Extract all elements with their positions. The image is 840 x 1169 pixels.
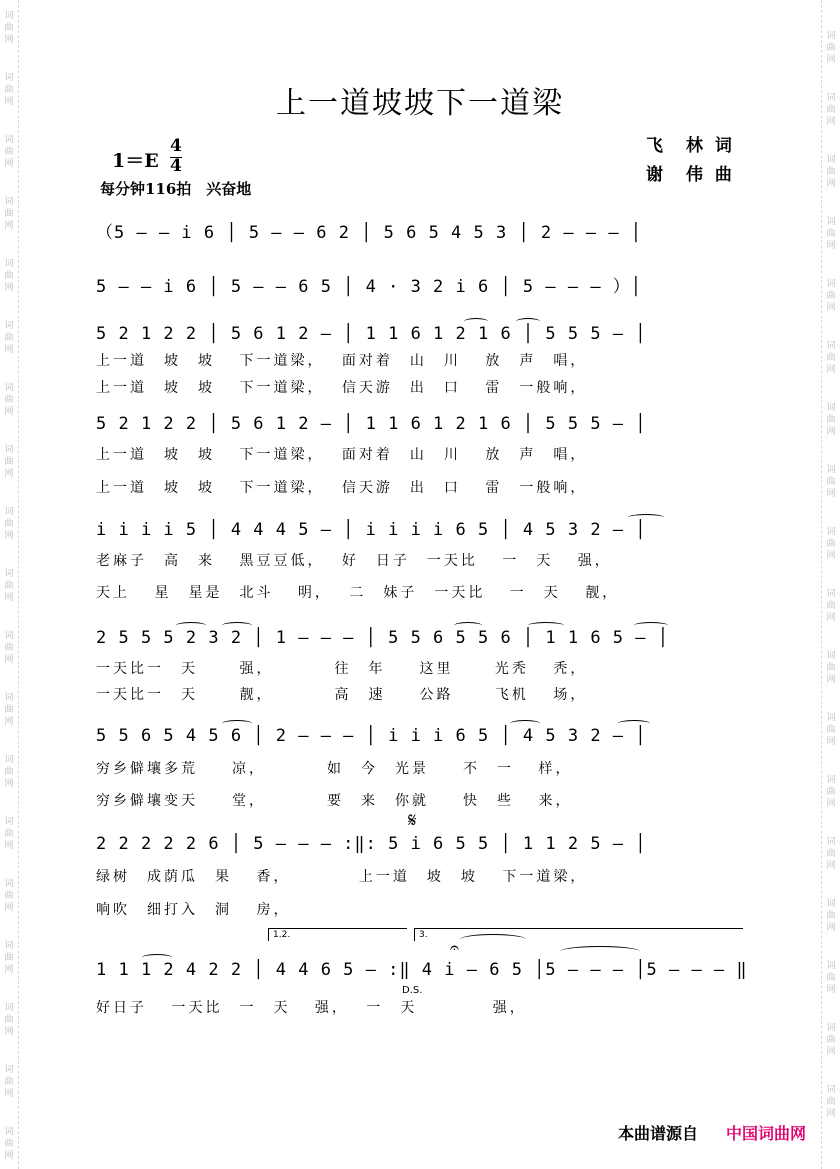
watermark-left: 词曲网 xyxy=(4,11,14,45)
watermark-right: 词曲网 xyxy=(826,465,836,499)
watermark-left: 词曲网 xyxy=(4,135,14,169)
watermark-right: 词曲网 xyxy=(826,961,836,995)
time-signature-bottom: 4 xyxy=(170,156,182,176)
lyric-row-3-verse-2: 上一道 坡 坡 下一道梁， 信天游 出 口 雷 一般响， xyxy=(96,380,588,396)
watermark-right: 词曲网 xyxy=(826,217,836,251)
lyric-row-7-verse-2: 穷乡僻壤变天 堂， 要 来 你就 快 些 来， xyxy=(96,793,573,809)
watermark-left: 词曲网 xyxy=(4,445,14,479)
watermark-right: 词曲网 xyxy=(826,837,836,871)
watermark-left: 词曲网 xyxy=(4,879,14,913)
slur xyxy=(516,318,540,325)
lyric-row-4-verse-1: 上一道 坡 坡 下一道梁， 面对着 山 川 放 声 唱， xyxy=(96,447,588,463)
fermata-sign: 𝄐 xyxy=(450,938,459,957)
lyric-row-8-verse-2: 响吹 细打入 洞 房， xyxy=(96,902,291,918)
watermark-left: 词曲网 xyxy=(4,817,14,851)
lyric-row-6-verse-1: 一天比一 天 强， 往 年 这里 光秃 秃， xyxy=(96,661,588,677)
score-row-5: i i i i 5 │ 4 4 4 5 – │ i i i i 6 5 │ 4 5 3 2 – │ xyxy=(96,520,647,540)
watermark-left: 词曲网 xyxy=(4,73,14,107)
tempo-marking: 每分钟116拍 兴奋地 xyxy=(100,180,252,198)
watermark-right: 词曲网 xyxy=(826,775,836,809)
watermark-left: 词曲网 xyxy=(4,197,14,231)
watermark-right: 词曲网 xyxy=(826,93,836,127)
watermark-right: 词曲网 xyxy=(826,651,836,685)
key-signature: 1＝E xyxy=(112,150,159,172)
watermark-left: 词曲网 xyxy=(4,259,14,293)
ds-marking: D.S. xyxy=(402,985,423,996)
watermark-left: 词曲网 xyxy=(4,755,14,789)
score-row-8: 2 2 2 2 2 6 │ 5 – – – :‖: 5 i 6 5 5 │ 1 1 2 5 – │ xyxy=(96,834,647,854)
footer-source-label: 本曲谱源自 xyxy=(617,1124,698,1143)
slur xyxy=(142,954,172,961)
score-row-9: 1 1 1 2 4 2 2 │ 4 4 6 5 – :‖ 4 i – 6 5 │5 – – – │5 – – – ‖ xyxy=(96,960,748,980)
slur xyxy=(634,622,668,629)
lyric-row-5-verse-1: 老麻子 高 来 黑豆豆低， 好 日子 一天比 一 天 强， xyxy=(96,553,612,569)
time-signature-top: 4 xyxy=(170,136,182,156)
watermark-right: 词曲网 xyxy=(826,341,836,375)
slur xyxy=(464,318,488,325)
footer-site-link[interactable]: 中国词曲网 xyxy=(725,1124,806,1143)
lyric-row-4-verse-2: 上一道 坡 坡 下一道梁， 信天游 出 口 雷 一般响， xyxy=(96,480,588,496)
right-edge-line xyxy=(821,0,822,1169)
lyric-row-6-verse-2: 一天比一 天 靓， 高 速 公路 飞机 场， xyxy=(96,687,588,703)
watermark-left: 词曲网 xyxy=(4,383,14,417)
watermark-right: 词曲网 xyxy=(826,527,836,561)
lyric-row-3-verse-1: 上一道 坡 坡 下一道梁， 面对着 山 川 放 声 唱， xyxy=(96,353,588,369)
watermark-right: 词曲网 xyxy=(826,713,836,747)
watermark-left: 词曲网 xyxy=(4,569,14,603)
watermark-left: 词曲网 xyxy=(4,941,14,975)
lyric-row-8-verse-1: 绿树 成荫瓜 果 香， 上一道 坡 坡 下一道梁， xyxy=(96,869,588,885)
score-row-2: 5 – – i 6 │ 5 – – 6 5 │ 4 · 3 2 i 6 │ 5 – – – ）│ xyxy=(96,277,643,297)
volta-2: 3. xyxy=(414,928,743,941)
page-title: 上一道坡坡下一道梁 xyxy=(276,86,564,121)
slur xyxy=(222,622,252,629)
score-row-1: （5 – – i 6 │ 5 – – 6 2 │ 5 6 5 4 5 3 │ 2 – – – │ xyxy=(96,223,643,243)
watermark-right: 词曲网 xyxy=(826,1023,836,1057)
volta-1: 1.2. xyxy=(268,928,407,941)
watermark-left: 词曲网 xyxy=(4,1065,14,1099)
lyric-row-5-verse-2: 天上 星 星是 北斗 明， 二 妹子 一天比 一 天 靓， xyxy=(96,585,620,601)
slur xyxy=(460,934,526,945)
slur xyxy=(528,622,564,629)
left-edge-line xyxy=(18,0,19,1169)
watermark-right: 词曲网 xyxy=(826,589,836,623)
slur xyxy=(628,514,664,521)
watermark-left: 词曲网 xyxy=(4,507,14,541)
slur xyxy=(618,720,650,727)
watermark-left: 词曲网 xyxy=(4,693,14,727)
watermark-left: 词曲网 xyxy=(4,631,14,665)
slur xyxy=(222,720,252,727)
watermark-left: 词曲网 xyxy=(4,1127,14,1161)
watermark-right: 词曲网 xyxy=(826,279,836,313)
watermark-right: 词曲网 xyxy=(826,403,836,437)
slur xyxy=(560,946,640,957)
watermark-right: 词曲网 xyxy=(826,155,836,189)
slur xyxy=(510,720,540,727)
watermark-right: 词曲网 xyxy=(826,31,836,65)
score-row-6: 2 5 5 5 2 3 2 │ 1 – – – │ 5 5 6 5 5 6 │ 1 1 6 5 – │ xyxy=(96,628,669,648)
watermark-left: 词曲网 xyxy=(4,1003,14,1037)
score-row-7: 5 5 6 5 4 5 6 │ 2 – – – │ i i i 6 5 │ 4 5 3 2 – │ xyxy=(96,726,647,746)
composer-credit: 谢 伟 曲 xyxy=(646,165,735,185)
lyric-row-7-verse-1: 穷乡僻壤多荒 凉， 如 今 光景 不 一 样， xyxy=(96,761,573,777)
slur xyxy=(176,622,206,629)
watermark-right: 词曲网 xyxy=(826,1085,836,1119)
lyric-row-9-verse-1: 好日子 一天比 一 天 强， 一 天 强， xyxy=(96,1000,527,1016)
score-row-3: 5 2 1 2 2 │ 5 6 1 2 – │ 1 1 6 1 2 1 6 │ 5 5 5 – │ xyxy=(96,324,647,344)
score-row-4: 5 2 1 2 2 │ 5 6 1 2 – │ 1 1 6 1 2 1 6 │ 5 5 5 – │ xyxy=(96,414,647,434)
lyricist-credit: 飞 林 词 xyxy=(646,136,735,156)
watermark-right: 词曲网 xyxy=(826,899,836,933)
slur xyxy=(454,622,482,629)
watermark-left: 词曲网 xyxy=(4,321,14,355)
segno-sign: 𝄋 xyxy=(408,808,417,832)
